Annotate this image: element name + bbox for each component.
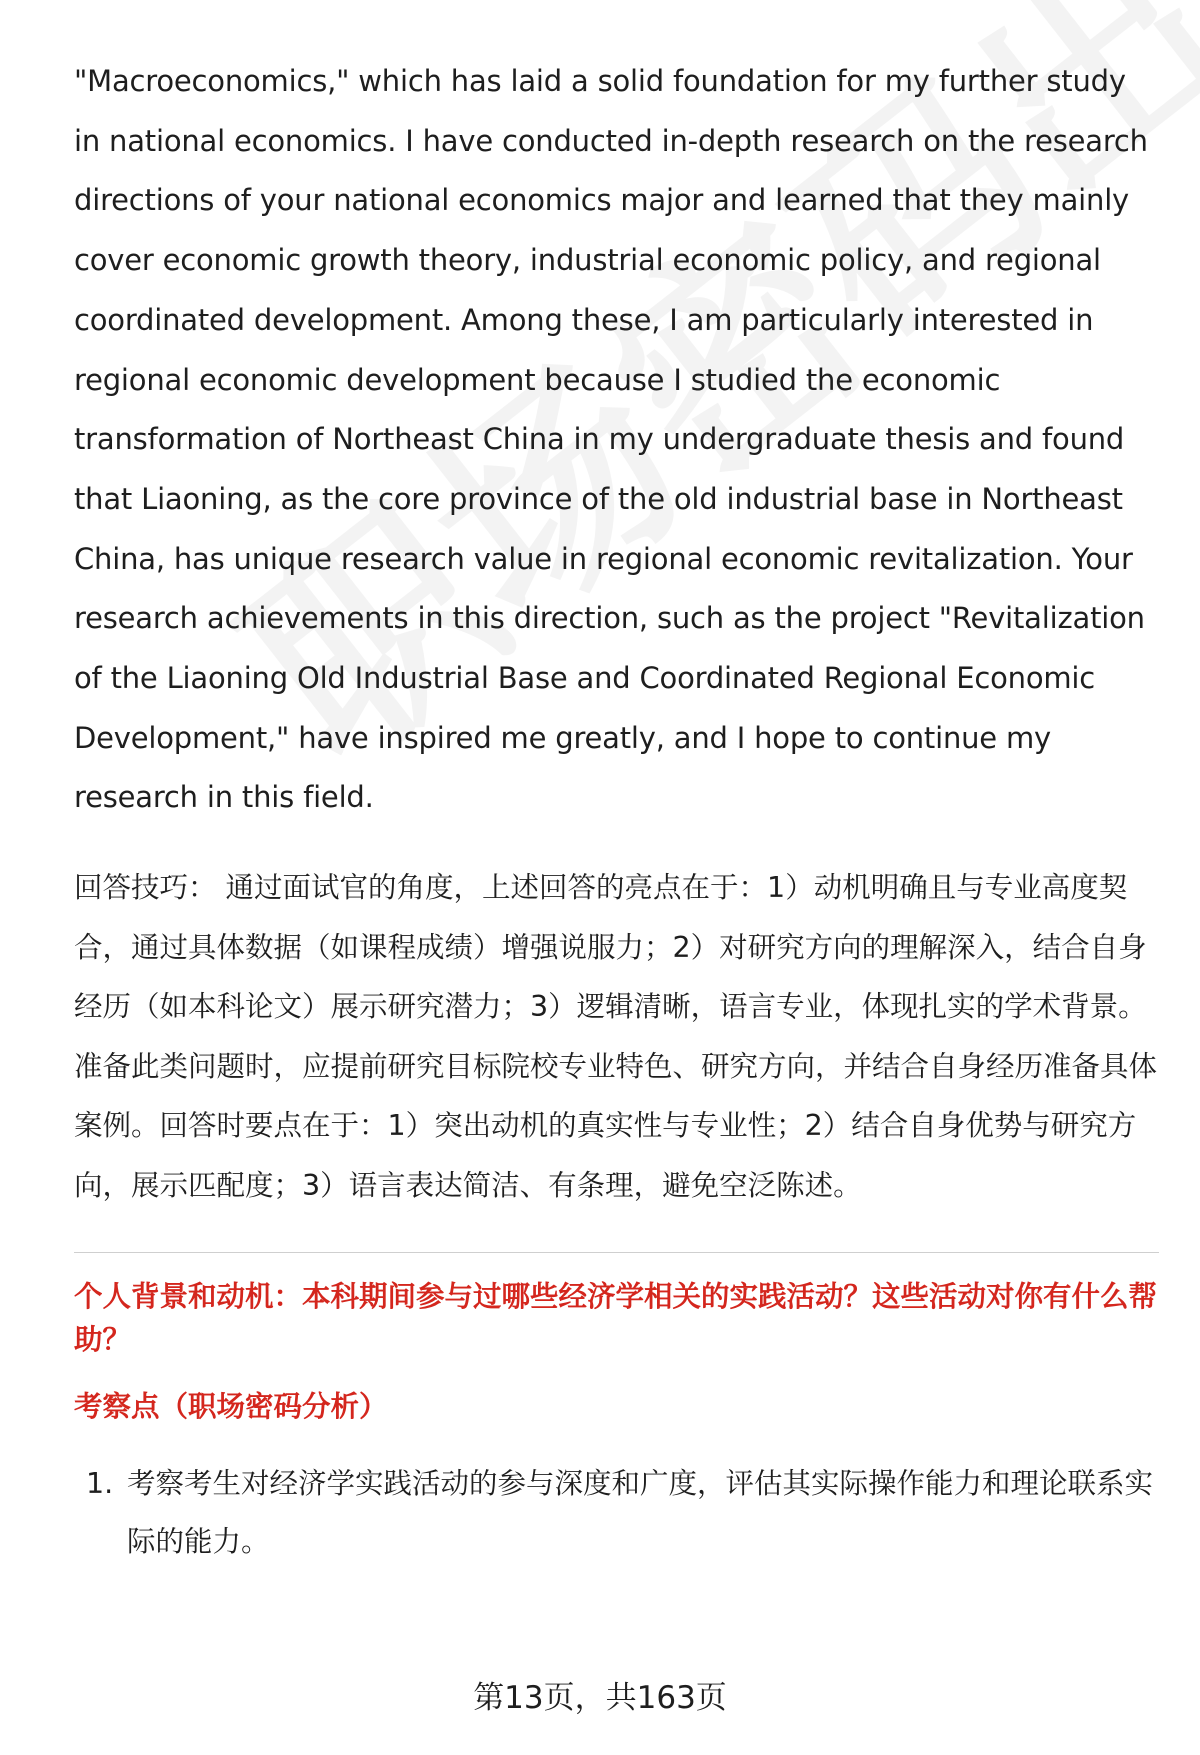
- answer-tips-paragraph: 回答技巧： 通过面试官的角度，上述回答的亮点在于：1）动机明确且与专业高度契合，通过具体数据（如课程成绩）增强说服力；2）对研究方向的理解深入，结合自身经历（如本科论文）展示研究潜力；3）逻辑清晰，语言专业，体现扎实的学术背景。: [74, 871, 1147, 1024]
- document-page: [74, 52, 1159, 1571]
- english-answer-paragraph: "Macroeconomics," which has laid a solid foundation for my further study in national economics. I have conducted in-depth research on the research directions of your national economics major and learned that they mainly cover economic growth theory, industrial economic policy, and regional coordinated development. Among these, I am particularly interested in regional economic development because I studied the economic transformation of Northeast China in my undergraduate thesis and found that Liaoning, as the core province of the old industrial base in Northeast China, has unique research value in regional economic revitalization. Your research achievements in this direction, such as the project "Revitalization of the Liaoning Old Industrial Base and Coordinated Regional Economic Development," have inspired me greatly, and I hope to continue my research in this field.: [74, 64, 1148, 815]
- question-heading: 个人背景和动机：本科期间参与过哪些经济学相关的实践活动？这些活动对你有什么帮助？: [74, 1280, 1158, 1357]
- page-number-footer: 第13页，共163页: [473, 1680, 727, 1716]
- list-item: [74, 1455, 1159, 1571]
- section-divider: [74, 1252, 1159, 1253]
- assessment-points-heading: 考察点（职场密码分析）: [74, 1390, 388, 1424]
- preparation-advice-paragraph: 准备此类问题时，应提前研究目标院校专业特色、研究方向，并结合自身经历准备具体案例。回答时要点在于：1）突出动机的真实性与专业性；2）结合自身优势与研究方向，展示匹配度；3）语言表达简洁、有条理，避免空泛陈述。: [74, 1049, 1158, 1202]
- assessment-points-list: [74, 1455, 1159, 1571]
- list-item-number: 1.: [86, 1467, 114, 1501]
- list-item-text: 考察考生对经济学实践活动的参与深度和广度，评估其实际操作能力和理论联系实际的能力。: [127, 1467, 1154, 1559]
